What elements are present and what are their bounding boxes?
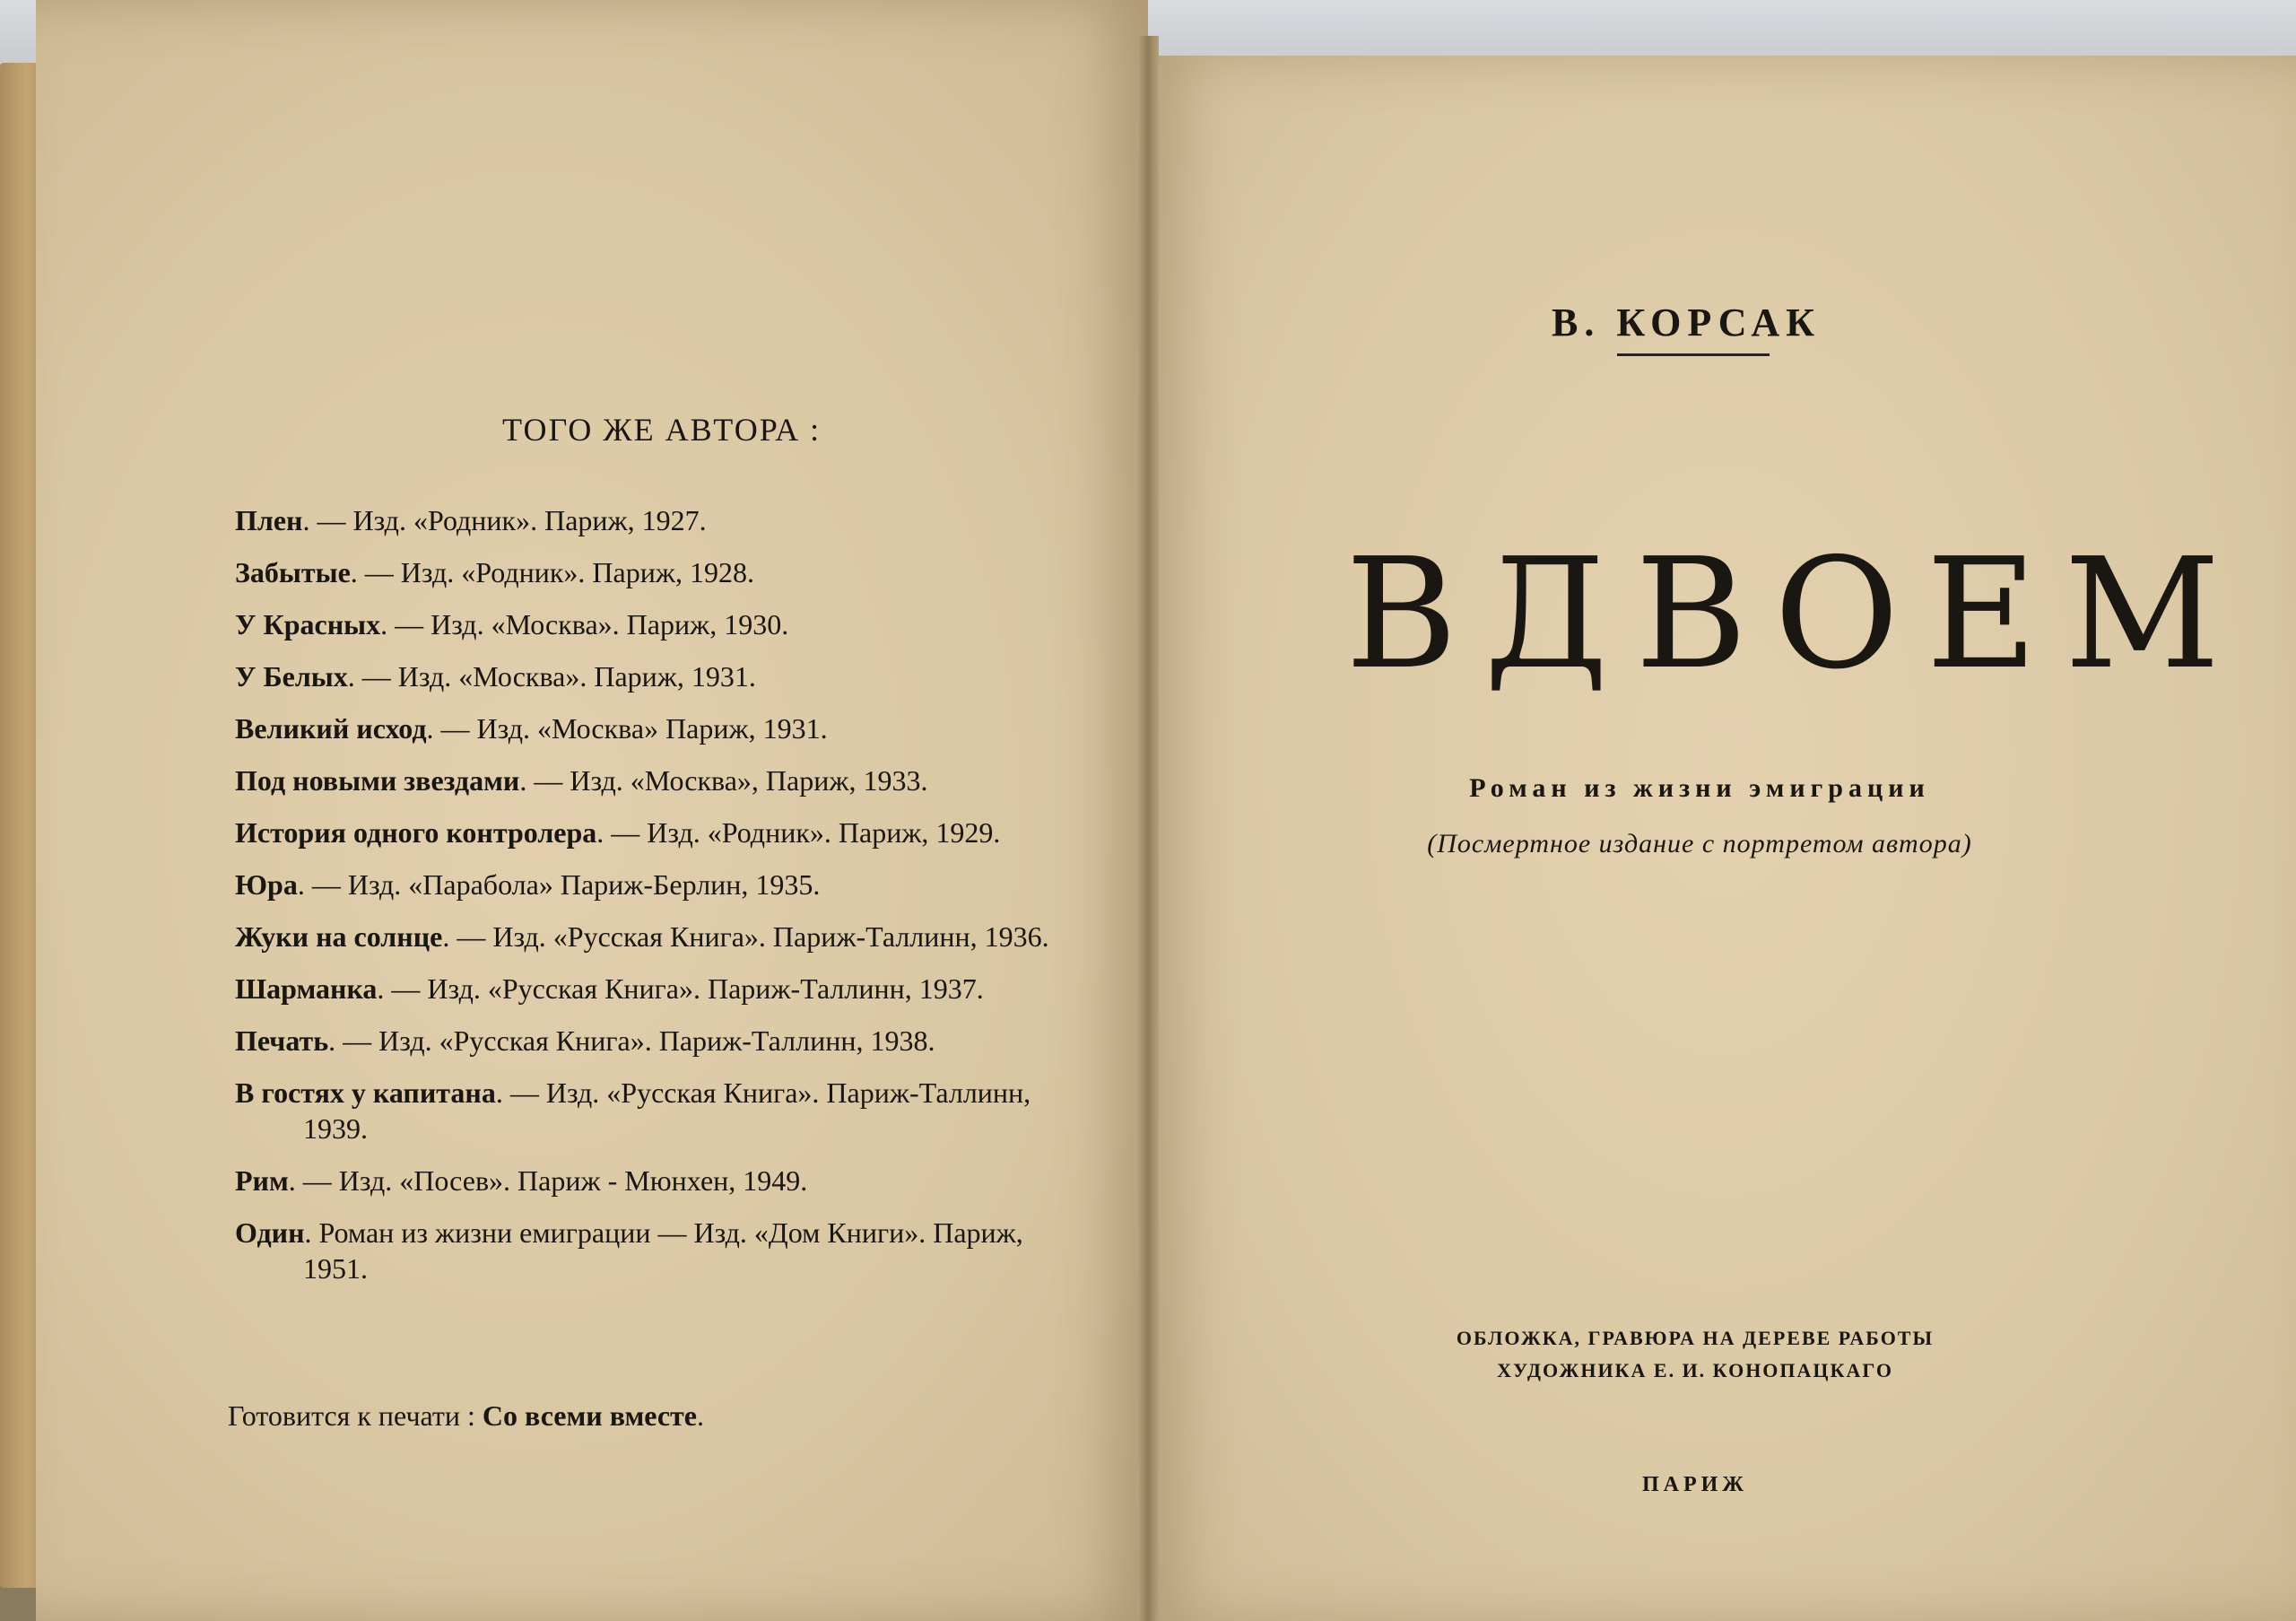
- credits-line-2: ХУДОЖНИКА Е. И. КОНОПАЦКАГО: [1497, 1359, 1893, 1381]
- credits-line-1: ОБЛОЖКА, ГРАВЮРА НА ДЕРЕВЕ РАБОТЫ: [1456, 1327, 1935, 1349]
- edition-note: (Посмертное издание с портретом автора): [1427, 829, 1972, 858]
- works-heading: ТОГО ЖЕ АВТОРА :: [502, 412, 822, 448]
- work-title: Шарманка: [235, 972, 378, 1005]
- book-subtitle: Роман из жизни эмиграции: [1469, 773, 1930, 803]
- work-details: . — Изд. «Москва» Париж, 1931.: [426, 712, 828, 745]
- work-details: . — Изд. «Родник». Париж, 1928.: [350, 556, 754, 588]
- work-title: В гостях у капитана: [235, 1076, 496, 1109]
- work-details: . — Изд. «Русская Книга». Париж-Таллинн, 1939.: [303, 1076, 1031, 1145]
- work-entry: [235, 763, 1069, 798]
- work-details: . — Изд. «Родник». Париж, 1929.: [596, 816, 1001, 849]
- work-title: Юра: [235, 868, 298, 901]
- work-title: У Красных: [235, 608, 381, 641]
- work-title: Великий исход: [235, 712, 427, 745]
- upcoming-label: Готовится к печати :: [228, 1399, 483, 1432]
- publication-city: ПАРИЖ: [1641, 1473, 1749, 1496]
- work-entry: [235, 710, 1069, 746]
- work-entry: [235, 1215, 1069, 1286]
- author-name: В. КОРСАК: [1552, 301, 1822, 344]
- work-title: Плен: [235, 504, 303, 536]
- work-details: . — Изд. «Москва». Париж, 1931.: [347, 660, 756, 693]
- work-entry: [235, 919, 1069, 954]
- work-details: . — Изд. «Москва», Париж, 1933.: [519, 764, 928, 797]
- work-entry: [235, 867, 1069, 902]
- upcoming-title: Со всеми вместе: [482, 1399, 697, 1432]
- work-details: . — Изд. «Родник». Париж, 1927.: [302, 504, 707, 536]
- work-title: Забытые: [235, 556, 351, 588]
- cover-credits: [1381, 1322, 2009, 1387]
- work-entry: [235, 658, 1069, 694]
- book-title: ВДВОЕМ: [1345, 526, 2248, 703]
- work-entry: [235, 815, 1069, 850]
- work-entry: [235, 606, 1069, 642]
- work-title: Жуки на солнце: [235, 920, 443, 953]
- work-title: У Белых: [235, 660, 348, 693]
- work-details: . — Изд. «Москва». Париж, 1930.: [380, 608, 789, 641]
- work-entry: [235, 971, 1069, 1007]
- works-list: [235, 502, 1069, 1303]
- author-underline: [1617, 353, 1770, 356]
- work-entry: [235, 1023, 1069, 1059]
- work-details: . Роман из жизни емиграции — Изд. «Дом Книги». Париж, 1951.: [303, 1216, 1023, 1285]
- work-entry: [235, 1163, 1069, 1198]
- work-entry: [235, 554, 1069, 590]
- work-title: Печать: [235, 1024, 329, 1057]
- work-title: Рим: [235, 1164, 289, 1197]
- upcoming-work: [228, 1399, 1035, 1433]
- work-title: История одного контролера: [235, 816, 597, 849]
- work-title: Один: [235, 1216, 305, 1249]
- work-entry: [235, 1075, 1069, 1146]
- work-details: . — Изд. «Парабола» Париж-Берлин, 1935.: [297, 868, 821, 901]
- work-details: . — Изд. «Русская Книга». Париж-Таллинн, 1937.: [377, 972, 984, 1005]
- work-details: . — Изд. «Русская Книга». Париж-Таллинн, 1936.: [442, 920, 1049, 953]
- work-details: . — Изд. «Русская Книга». Париж-Таллинн, 1938.: [328, 1024, 935, 1057]
- work-details: . — Изд. «Посев». Париж - Мюнхен, 1949.: [288, 1164, 808, 1197]
- upcoming-end: .: [696, 1399, 704, 1432]
- work-title: Под новыми звездами: [235, 764, 520, 797]
- book-spine-gutter: [1137, 36, 1159, 1621]
- work-entry: [235, 502, 1069, 538]
